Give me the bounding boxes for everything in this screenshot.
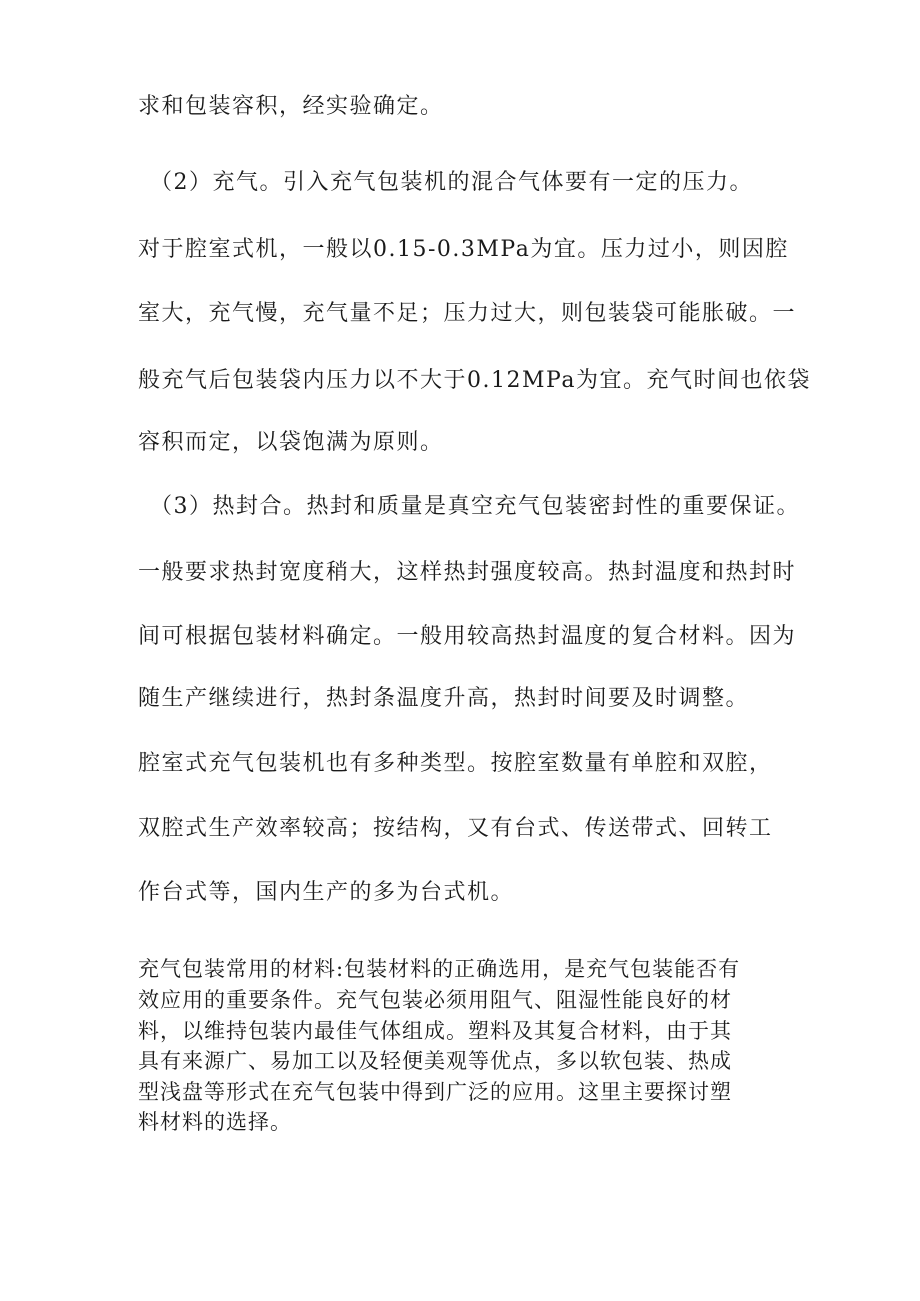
paragraph-line: 充气包装常用的材料:包装材料的正确选用，是充气包装能否有 <box>138 957 741 981</box>
text-line: 容积而定，以袋饱满为原则。 <box>138 430 444 455</box>
text-line: 一般要求热封宽度稍大，这样热封强度较高。热封温度和热封时 <box>138 560 797 585</box>
text-line: （3）热封合。热封和质量是真空充气包装密封性的重要保证。 <box>150 494 800 519</box>
text-line: 随生产继续进行，热封条温度升高，热封时间要及时调整。 <box>138 686 750 711</box>
text-line: 求和包装容积，经实验确定。 <box>138 94 444 119</box>
text-line: 对于腔室式机，一般以0.15-0.3MPa为宜。压力过小，则因腔 <box>138 237 789 262</box>
text-line: 作台式等，国内生产的多为台式机。 <box>138 880 515 905</box>
text-line: 双腔式生产效率较高；按结构，又有台式、传送带式、回转工 <box>138 816 773 841</box>
text-line: 腔室式充气包装机也有多种类型。按腔室数量有单腔和双腔， <box>138 751 773 776</box>
paragraph-line: 型浅盘等形式在充气包装中得到广泛的应用。这里主要探讨塑 <box>138 1080 732 1104</box>
text-line: 间可根据包装材料确定。一般用较高热封温度的复合材料。因为 <box>138 624 797 649</box>
text-line: 室大，充气慢，充气量不足；压力过大，则包装袋可能胀破。一 <box>138 301 797 326</box>
text-line: 般充气后包装袋内压力以不大于0.12MPa为宜。充气时间也依袋 <box>138 368 811 393</box>
paragraph-line: 料，以维持包装内最佳气体组成。塑料及其复合材料，由于其 <box>138 1019 732 1043</box>
text-line: （2）充气。引入充气包装机的混合气体要有一定的压力。 <box>150 170 753 195</box>
paragraph-line: 具有来源广、易加工以及轻便美观等优点，多以软包装、热成 <box>138 1049 732 1073</box>
paragraph-line: 效应用的重要条件。充气包装必须用阻气、阻湿性能良好的材 <box>138 988 732 1012</box>
paragraph-line: 料材料的选择。 <box>138 1110 292 1134</box>
